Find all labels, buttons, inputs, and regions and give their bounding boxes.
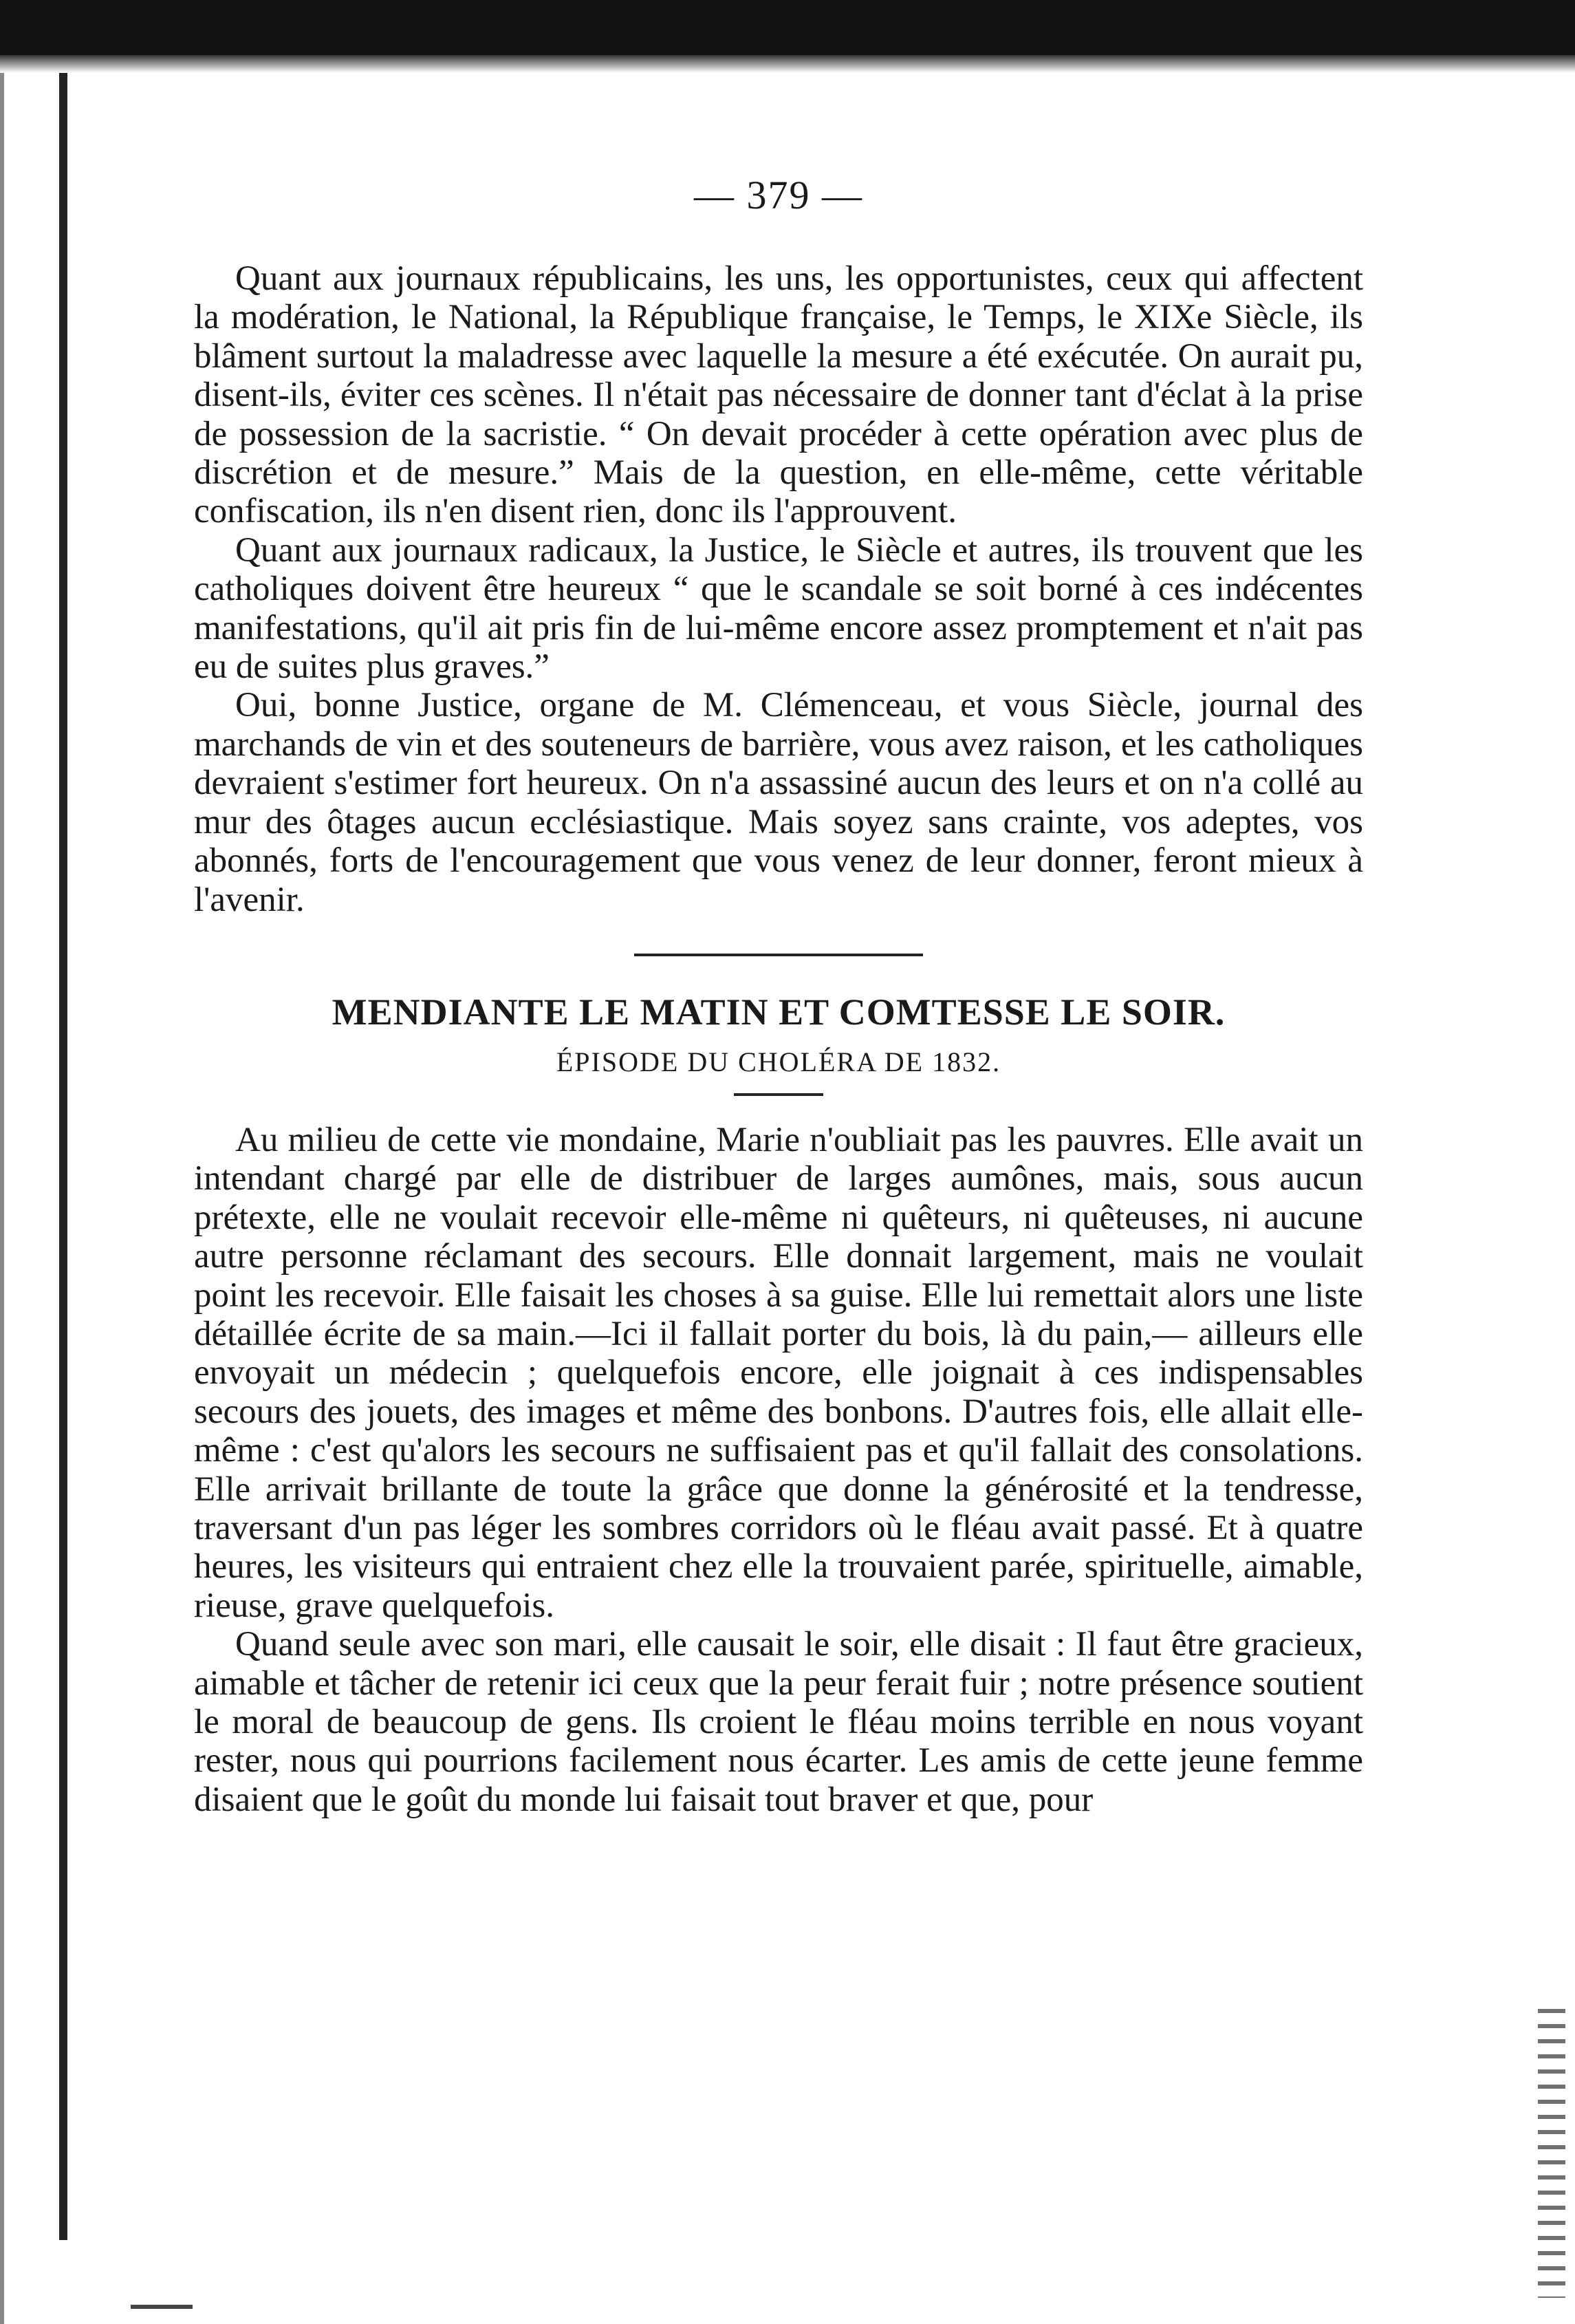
paragraph: Quand seule avec son mari, elle causait le soir, elle disait : Il faut être gracieux, aimable et tâcher de retenir ici ceux que la peur ferait fuir ; notre présence soutient le moral de beaucoup de gens. Ils croient le fléau moins terrible en nous voyant rester, nous qui pourrions facilement nous écarter. Les amis de cette jeune femme disaient que le goût du monde lui faisait tout braver et que, pour	[194, 1625, 1363, 1819]
scan-top-shadow	[0, 55, 1575, 73]
section-title: MENDIANTE LE MATIN ET COMTESSE LE SOIR.	[332, 991, 1226, 1033]
scan-right-speckle	[1538, 2009, 1565, 2298]
scan-top-border	[0, 0, 1575, 55]
page-number: — 379 —	[694, 173, 863, 217]
section-divider	[634, 954, 923, 956]
paragraph: Quant aux journaux républicains, les uns, les opportunistes, ceux qui affectent la modération, le National, la République française, le Temps, le XIXe Siècle, ils blâment surtout la maladresse avec laquelle la mesure a été exécutée. On aurait pu, disent-ils, éviter ces scènes. Il n'était pas nécessaire de donner tant d'éclat à la prise de possession de la sacristie. “ On devait procéder à cette opération avec plus de discrétion et de mesure.” Mais de la question, en elle-même, cette véritable confiscation, ils n'en disent rien, donc ils l'approuvent.	[194, 259, 1363, 531]
subtitle-divider	[734, 1093, 823, 1096]
scan-left-edge	[0, 73, 4, 2324]
scan-binding-rule	[59, 73, 67, 2240]
page-content	[194, 172, 1363, 1819]
paragraph: Quant aux journaux radicaux, la Justice, le Siècle et autres, ils trouvent que les catholiques doivent être heureux “ que le scandale se soit borné à ces indécentes manifestations, qu'il ait pris fin de lui-même encore assez promptement et n'ait pas eu de suites plus graves.”	[194, 530, 1363, 687]
scan-bottom-mark	[131, 2305, 193, 2309]
paragraph: Au milieu de cette vie mondaine, Marie n'oubliait pas les pauvres. Elle avait un intendant chargé par elle de distribuer de larges aumônes, mais, sous aucun prétexte, elle ne voulait recevoir elle-même ni quêteurs, ni quêteuses, ni aucune autre personne réclamant des secours. Elle donnait largement, mais ne voulait point les recevoir. Elle faisait les choses à sa guise. Elle lui remettait alors une liste détaillée écrite de sa main.—Ici il fallait porter du bois, là du pain,— ailleurs elle envoyait un médecin ; quelquefois encore, elle joignait à ces indispensables secours des jouets, des images et même des bonbons. D'autres fois, elle allait elle-même : c'est qu'alors les secours ne suffisaient pas et qu'il fallait des consolations. Elle arrivait brillante de toute la grâce que donne la générosité et la tendresse, traversant d'un pas léger les sombres corridors où le fléau avait passé. Et à quatre heures, les visiteurs qui entraient chez elle la trouvaient parée, spirituelle, aimable, rieuse, grave quelquefois.	[194, 1120, 1363, 1625]
paragraph: Oui, bonne Justice, organe de M. Clémenceau, et vous Siècle, journal des marchands de vin et des souteneurs de barrière, vous avez raison, et les catholiques devraient s'estimer fort heureux. On n'a assassiné aucun des leurs et on n'a collé au mur des ôtages aucun ecclésiastique. Mais soyez sans crainte, vos adeptes, vos abonnés, forts de l'encouragement que vous venez de leur donner, feront mieux à l'avenir.	[194, 686, 1363, 919]
section-subtitle: ÉPISODE DU CHOLÉRA DE 1832.	[556, 1046, 1001, 1077]
